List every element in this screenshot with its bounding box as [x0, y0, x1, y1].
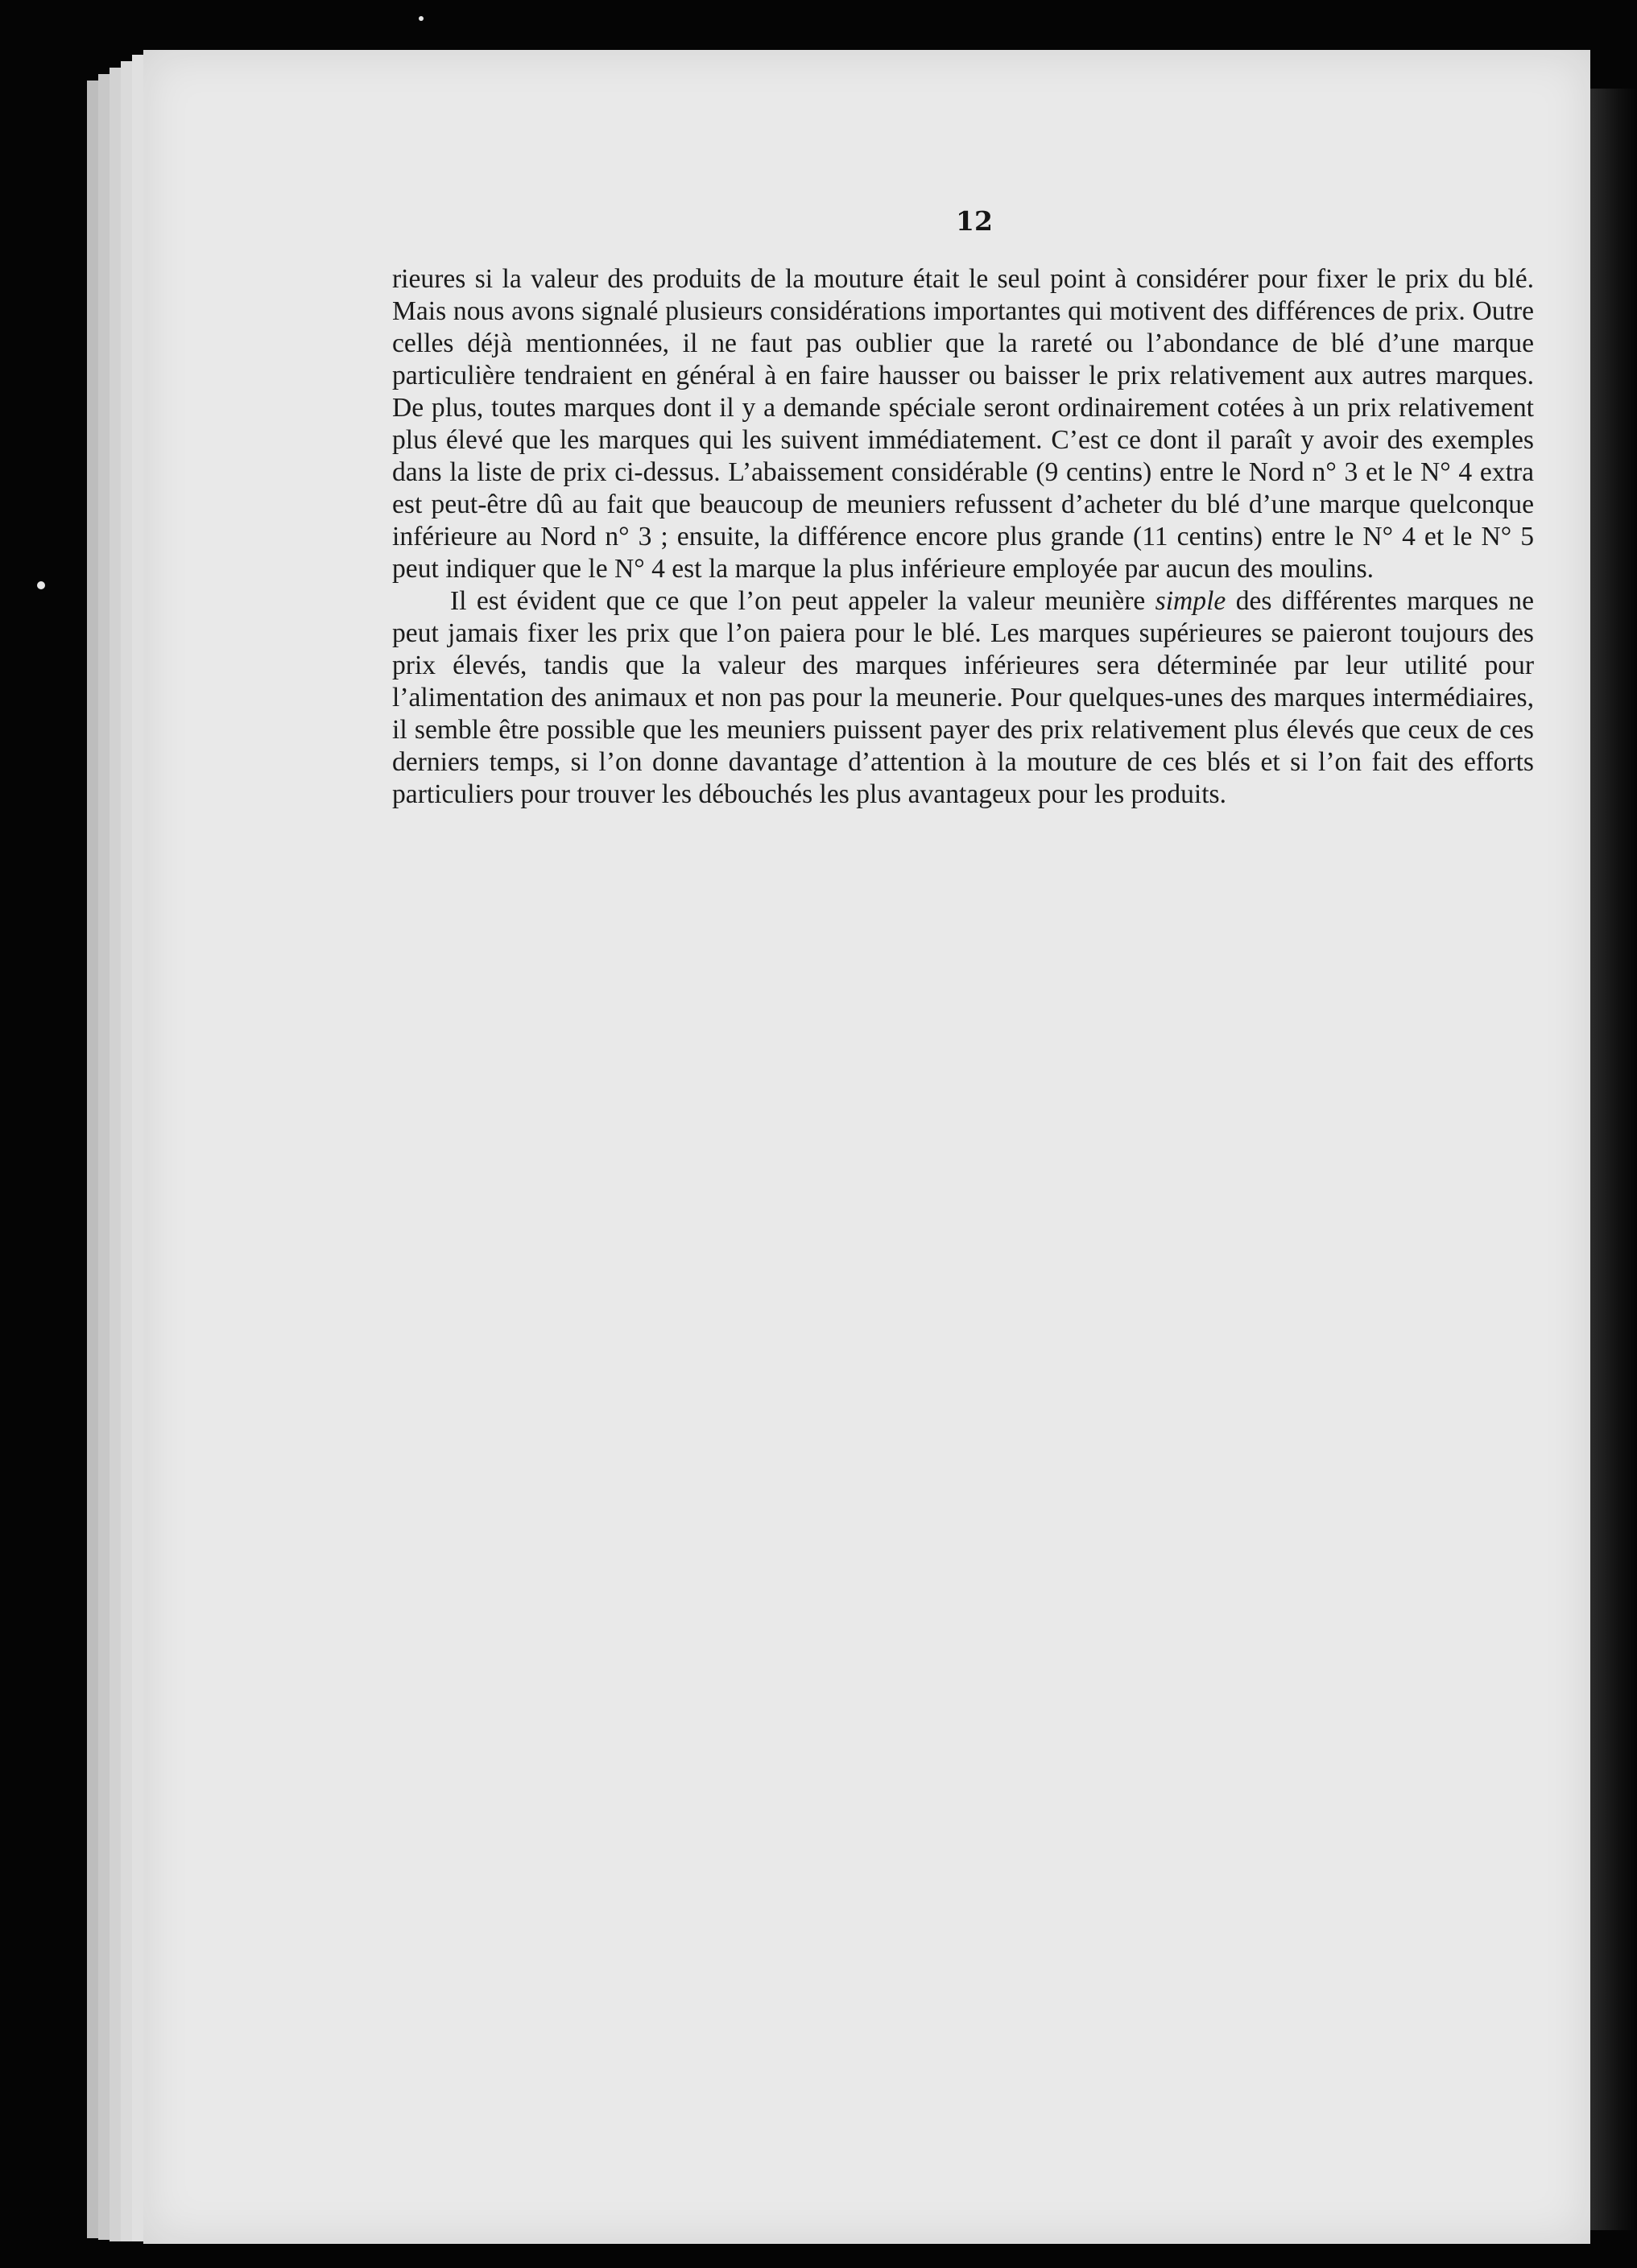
paragraph-2 — [392, 585, 1534, 811]
dust-speck — [37, 581, 45, 589]
paragraph-2-start: Il est évident que ce que l’on peut appeler la valeur meunière — [450, 586, 1155, 616]
page-number: 12 — [956, 205, 993, 237]
paragraph-2-emphasis: simple — [1155, 586, 1226, 616]
dust-speck — [419, 16, 424, 21]
binding-spine — [1590, 89, 1637, 2230]
paragraph-2-end: des différentes marques ne peut jamais fixer les prix que l’on paiera pour le blé. Les marques supérieures se paieront toujours des prix élevés, tandis que la valeur des marques inférieures sera déterminée par leur utilité pour l’alimentation des animaux et non pas pour la meunerie. Pour quelques-unes des marques intermédiaires, il semble être possible que les meuniers puissent payer des prix relativement plus élevés que ceux de ces derniers temps, si l’on donne davantage d’attention à la mouture de ces blés et si l’on fait des efforts particuliers pour trouver les débouchés les plus avantageux pour les produits. — [392, 586, 1534, 809]
paragraph-1: rieures si la valeur des produits de la mouture était le seul point à considérer pour fixer le prix du blé. Mais nous avons signalé plusieurs considérations importantes qui motivent des différences de prix. Outre celles déjà mentionnées, il ne faut pas oublier que la rareté ou l’abondance de blé d’une marque particulière tendraient en général à en faire hausser ou baisser le prix relativement aux autres marques. De plus, toutes marques dont il y a demande spéciale seront ordinairement cotées à un prix relativement plus élevé que les marques qui les suivent immédiatement. C’est ce dont il paraît y avoir des exemples dans la liste de prix ci-dessus. L’abaissement considérable (9 centins) entre le Nord n° 3 et le N° 4 extra est peut-être dû au fait que beaucoup de meuniers refussent d’acheter du blé d’une marque quelconque inférieure au Nord n° 3 ; ensuite, la différence encore plus grande (11 centins) entre le N° 4 et le N° 5 peut indiquer que le N° 4 est la marque la plus inférieure employée par aucun des moulins. — [392, 264, 1534, 584]
body-text — [392, 263, 1534, 811]
